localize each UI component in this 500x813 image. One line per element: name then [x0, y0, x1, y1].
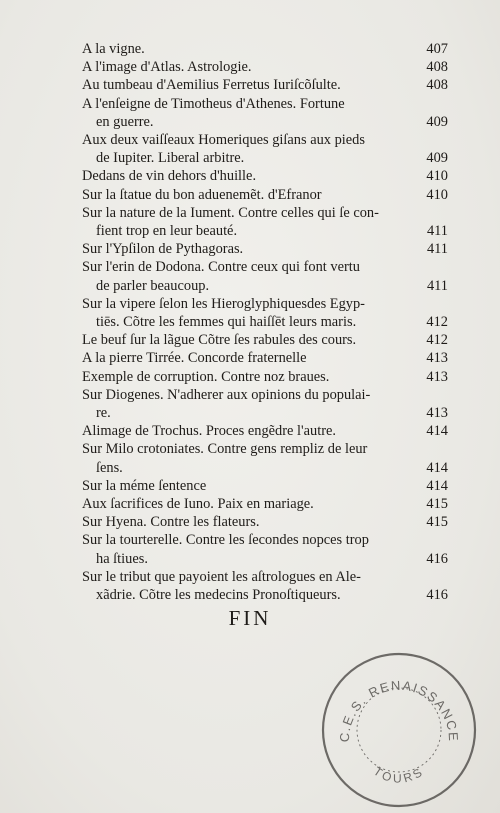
- index-entry-text: Exemple de corruption. Contre noz braues.: [82, 368, 330, 385]
- index-entry: [82, 58, 448, 76]
- index-entry-text: Aux deux vaiſſeaux Homeriques giſans aux pieds: [82, 132, 365, 149]
- index-entry-line: [82, 186, 448, 204]
- index-entry-page-number: 416: [426, 550, 448, 567]
- index-entry-line: [82, 349, 448, 367]
- library-stamp: [317, 648, 481, 812]
- index-entry-text: A l'image d'Atlas. Astrologie.: [82, 59, 252, 76]
- fin-text: FIN: [228, 606, 272, 630]
- index-entry-page-number: 413: [426, 368, 448, 385]
- index-entry-page-number: 411: [426, 223, 448, 240]
- index-entry-text: A l'enſeigne de Timotheus d'Athenes. Fortune: [82, 95, 345, 112]
- index-entry-text: ſens.: [96, 459, 123, 476]
- index-entry-line: [82, 40, 448, 58]
- index-entry-line: [82, 550, 448, 568]
- index-entry-text: Aux ſacrifices de Iuno. Paix en mariage.: [82, 496, 314, 513]
- index-entry-line: [82, 277, 448, 295]
- index-entry: [82, 386, 448, 422]
- index-entry: [82, 368, 448, 386]
- index-entry-text: re.: [96, 405, 111, 422]
- index-entry: [82, 440, 448, 476]
- index-entry: [82, 40, 448, 58]
- index-entry-text: Sur Milo crotoniates. Contre gens rempliz de leur: [82, 441, 368, 458]
- index-entry-line: [82, 386, 448, 404]
- index-entry-text: Le beuf ſur la lãgue Cõtre ſes rabules des cours.: [82, 332, 357, 349]
- index-entry-page-number: 416: [426, 587, 448, 604]
- index-entry-text: xãdrie. Cõtre les medecins Pronoſtiqueurs.: [96, 587, 341, 604]
- index-entry: [82, 422, 448, 440]
- index-entry-page-number: 415: [426, 496, 448, 513]
- index-entry-line: [82, 240, 448, 258]
- index-entry-text: Sur la ſtatue du bon aduenemẽt. d'Efranor: [82, 186, 322, 203]
- index-entry-line: [82, 368, 448, 386]
- index-entry-page-number: 413: [426, 350, 448, 367]
- index-entry-text: Sur l'Ypſilon de Pythagoras.: [82, 241, 244, 258]
- index-entry-line: [82, 313, 448, 331]
- index-entry-text: fient trop en leur beauté.: [96, 223, 238, 240]
- index-entry: [82, 495, 448, 513]
- index-entry: [82, 531, 448, 567]
- index-entry-line: [82, 76, 448, 94]
- index-entry-text: Alimage de Trochus. Proces engẽdre l'autre.: [82, 423, 336, 440]
- stamp-text-bottom: TOURS: [371, 763, 427, 786]
- index-entry-line: [82, 222, 448, 240]
- index-entry-page-number: 409: [426, 113, 448, 130]
- index-entry-text: Sur le tribut que payoient les aſtrologues en Ale-: [82, 568, 361, 585]
- index-entry-page-number: 413: [426, 405, 448, 422]
- index-entry: [82, 76, 448, 94]
- index-entry-line: [82, 568, 448, 586]
- index-entry-line: [82, 513, 448, 531]
- index-entry-page-number: 409: [426, 150, 448, 167]
- index-entry-page-number: 410: [426, 186, 448, 203]
- index-entry: [82, 477, 448, 495]
- index-entry: [82, 568, 448, 604]
- index-entry-line: [82, 404, 448, 422]
- index-entry-text: de parler beaucoup.: [96, 277, 210, 294]
- index-entry-text: Sur Hyena. Contre les flateurs.: [82, 514, 260, 531]
- index-entry-text: Dedans de vin dehors d'huille.: [82, 168, 257, 185]
- index-entry-line: [82, 531, 448, 549]
- index-entry-line: [82, 258, 448, 276]
- index-entry: [82, 167, 448, 185]
- index-entry-page-number: 411: [426, 277, 448, 294]
- index-entry-line: [82, 495, 448, 513]
- index-entry: [82, 513, 448, 531]
- index-entry-text: tiēs. Cõtre les femmes qui haiſſēt leurs maris.: [96, 314, 357, 331]
- index-entry: [82, 295, 448, 331]
- index-entry-page-number: 407: [426, 41, 448, 57]
- index-entry-line: [82, 422, 448, 440]
- index-entry-text: A la vigne.: [82, 41, 145, 57]
- index-entry-line: [82, 440, 448, 458]
- index-entry-line: [82, 131, 448, 149]
- index-entry-page-number: 414: [426, 459, 448, 476]
- index-entry: [82, 258, 448, 294]
- index-entry-text: Sur la vipere ſelon les Hieroglyphiquesdes Egyp-: [82, 295, 365, 312]
- index-entry-line: [82, 95, 448, 113]
- index-entry: [82, 131, 448, 167]
- index-entry-page-number: 410: [426, 168, 448, 185]
- index-entry-page-number: 412: [426, 332, 448, 349]
- index-entry-page-number: 412: [426, 314, 448, 331]
- index-entry-line: [82, 295, 448, 313]
- index-entry-text: Sur Diogenes. N'adherer aux opinions du populai-: [82, 386, 371, 403]
- index-entry-text: Sur la méme ſentence: [82, 477, 207, 494]
- table-of-contents: [82, 40, 448, 604]
- index-entry-page-number: 408: [426, 77, 448, 94]
- index-entry: [82, 204, 448, 240]
- index-entry-text: en guerre.: [96, 113, 154, 130]
- index-entry: [82, 331, 448, 349]
- index-entry-text: ha ſtiues.: [96, 550, 148, 567]
- index-entry-line: [82, 477, 448, 495]
- index-entry: [82, 240, 448, 258]
- index-entry: [82, 95, 448, 131]
- index-entry-line: [82, 331, 448, 349]
- index-entry-text: Sur la nature de la Iument. Contre celles qui ſe con-: [82, 204, 379, 221]
- index-entry-line: [82, 113, 448, 131]
- index-entry-page-number: 414: [426, 477, 448, 494]
- index-entry: [82, 186, 448, 204]
- index-entry: [82, 349, 448, 367]
- index-entry-text: Sur l'erin de Dodona. Contre ceux qui font vertu: [82, 259, 360, 276]
- index-entry-page-number: 411: [426, 241, 448, 258]
- index-entry-line: [82, 149, 448, 167]
- index-entry-line: [82, 586, 448, 604]
- index-entry-line: [82, 167, 448, 185]
- index-entry-text: Au tumbeau d'Aemilius Ferretus Iuriſcõſulte.: [82, 77, 341, 94]
- index-entry-line: [82, 58, 448, 76]
- index-entry-page-number: 415: [426, 514, 448, 531]
- index-entry-line: [82, 459, 448, 477]
- index-entry-page-number: 414: [426, 423, 448, 440]
- stamp-text-top: C.E.S. RENAISSANCE: [336, 677, 462, 743]
- index-entry-text: Sur la tourterelle. Contre les ſecondes nopces trop: [82, 532, 369, 549]
- index-entry-text: de Iupiter. Liberal arbitre.: [96, 150, 245, 167]
- index-entry-page-number: 408: [426, 59, 448, 76]
- index-entry-line: [82, 204, 448, 222]
- index-entry-text: A la pierre Tirrée. Concorde fraternelle: [82, 350, 307, 367]
